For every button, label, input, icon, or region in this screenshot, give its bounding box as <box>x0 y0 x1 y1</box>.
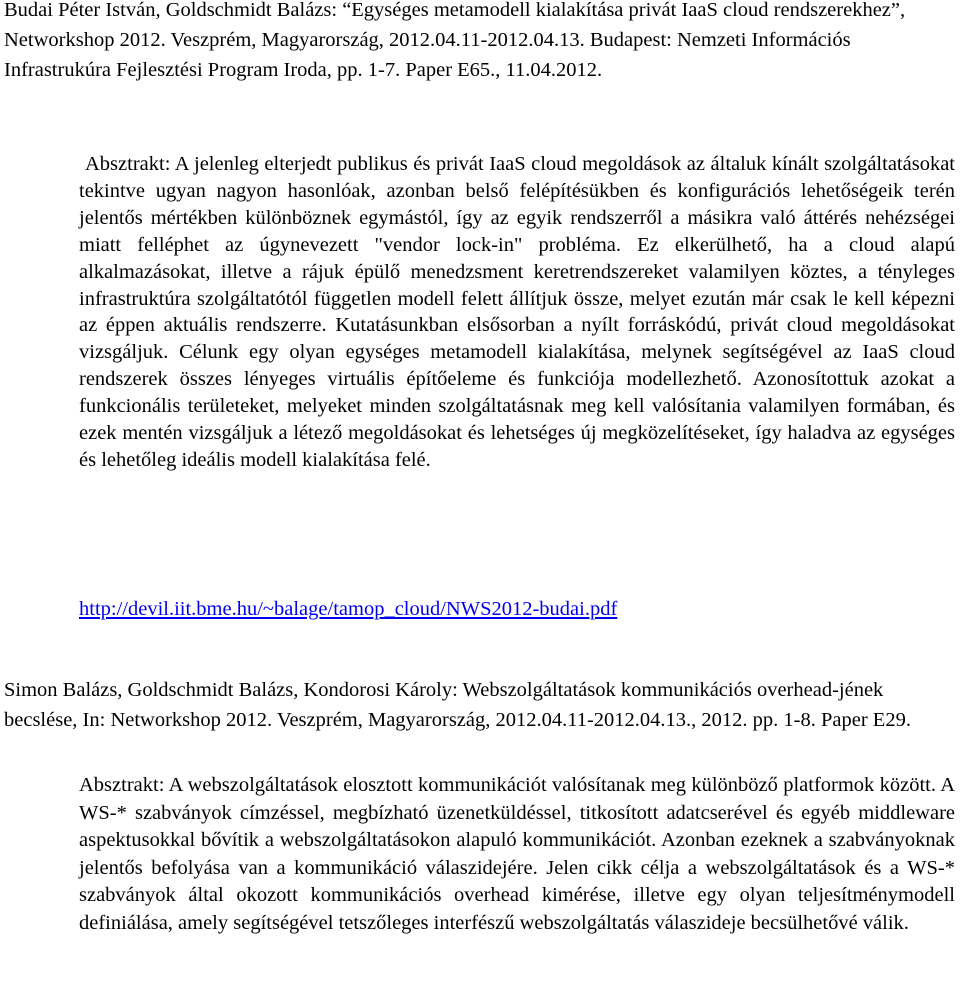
reference-citation-1: Budai Péter István, Goldschmidt Balázs: “Egységes metamodell kialakítása privát IaaS cloud rendszerekhez”, Networkshop 2012. Veszprém, Magyarország, 2012.04.11-2012.04.13. Budapest: Nemzeti Információs Infrastrukúra Fejlesztési Program Iroda, pp. 1-7. Paper E65., 11.04.2012. <box>4 0 906 81</box>
reference-citation-2: Simon Balázs, Goldschmidt Balázs, Kondorosi Károly: Webszolgáltatások kommunikációs overhead-jének becslése, In: Networkshop 2012. Veszprém, Magyarország, 2012.04.11-2012.04.13., 2012. pp. 1-8. Paper E29. <box>4 679 911 731</box>
paper-pdf-link[interactable]: http://devil.iit.bme.hu/~balage/tamop_cloud/NWS2012-budai.pdf <box>79 598 618 620</box>
abstract-paragraph-1: Absztrakt: A jelenleg elterjedt publikus és privát IaaS cloud megoldások az általuk kínált szolgáltatásokat tekintve ugyan nagyon hasonlóak, azonban belső felépítésükben és konfigurációs lehetőségeik terén jelentős mértékben különböznek egymástól, így az egyik rendszerről a másikra való áttérés nehézségei miatt felléphet az úgynevezett "vendor lock-in" probléma. Ez elkerülhető, ha a cloud alapú alkalmazásokat, illetve a rájuk épülő menedzsment keretrendszereket valamilyen köztes, a tényleges infrastruktúra szolgáltatótól független modell felett állítjuk össze, melyet ezután már csak le kell képezni az éppen aktuális rendszerre. Kutatásunkban elsősorban a nyílt forráskódú, privát cloud megoldásokat vizsgáljuk. Célunk egy olyan egységes metamodell kialakítása, melynek segítségével az IaaS cloud rendszerek összes lényeges virtuális építőeleme és funkciója modellezhető. Azonosítottuk azokat a funkcionális területeket, melyeket minden szolgáltatásnak meg kell valósítania valamilyen formában, és ezek mentén vizsgáljuk a létező megoldásokat és lehetséges új megközelítéseket, így haladva az egységes és lehetőleg ideális modell kialakítása felé. <box>79 153 955 471</box>
abstract-paragraph-2: Absztrakt: A webszolgáltatások elosztott kommunikációt valósítanak meg különböző platformok között. A WS-* szabványok címzéssel, megbízható üzenetküldéssel, titkosított adatcserével és egyéb middleware aspektusokkal bővítik a webszolgáltatásokon alapuló kommunikációt. Azonban ezeknek a szabványoknak jelentős befolyása van a kommunikáció válaszidejére. Jelen cikk célja a webszolgáltatások és a WS-* szabványok által okozott kommunikációs overhead kimérése, illetve egy olyan teljesítménymodell definiálása, amely segítségével tetszőleges interfészű webszolgáltatás válaszideje becsülhetővé válik. <box>79 774 955 934</box>
